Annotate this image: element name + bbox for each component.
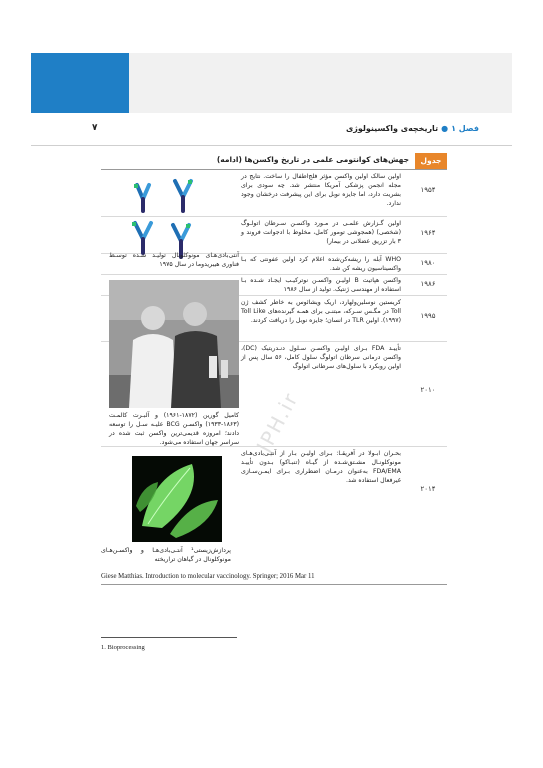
bullet-icon: ● [441, 124, 449, 133]
antibodies-caption: آنتی‌بادی‌هـای مونوکلونال تولیـد شـده توسـط فناوری هیبریدوما در سال ۱۹۷۵ [109, 252, 239, 268]
row-description: بحـران ابـولا در آفریقـا: بـرای اولیـن بـار از آنتـی‌بادی‌هـای مونوکلونـال مشـتق‌شـده از گیـاه (تنبـاکو) بـدون تأییـد FDA/EMA به‌عنوان درمـان اضطراری بـرای ایمـن‌سـازی غیرفعال استفاده شد. [241, 450, 401, 484]
row-year: ۱۹۸۶ [420, 280, 436, 288]
row-year: ۱۹۶۴ [420, 229, 436, 237]
table-label: جدول ۱-۱ [415, 153, 447, 169]
watermark: JPH.ir [251, 387, 304, 457]
header-gray-band [129, 53, 512, 113]
row-year: ۲۰۱۰ [420, 386, 436, 394]
photo-caption: کامیل گورین (۱۸۷۲-۱۹۶۱) و آلبـرت کالمـت (۱۸۶۳-۱۹۳۳) واکسـن BCG علیـه سـل را توسعه دادند؛ امروزه قدیمی‌ترین واکسن ثبت شده در سراسر جهان استفاده می‌شود. [109, 412, 239, 446]
row-description: تأییـد FDA بـرای اولیـن واکسـن سـلول دنـدریتیک (DC)، واکسن درمانی سرطان اتولوگ سلول کامل، ۵۶ سال پس از اولین روبکرد با سلول‌های سرطانی اتولوگ [241, 345, 401, 370]
row-year: ۱۹۸۰ [420, 259, 436, 267]
leaf-caption: پردازش‌زیستی¹ آنتـی‌بادی‌هـا و واکسـن‌هـای مونوکلونال در گیاهان تراریخته [101, 547, 231, 563]
table-bottom-rule [101, 584, 447, 585]
page-number: ۷ [92, 123, 98, 133]
table-title-bar [101, 153, 447, 181]
row-year: ۱۹۹۵ [420, 312, 436, 320]
row-year: ۲۰۱۴ [420, 485, 436, 493]
row-description: اولین سالک اولین واکسن مؤثر فلج‌اطفال را ساخت. نتایج در مجله انجمن پزشکی آمریکا منتشر شد. چه سودی برای بشریت دارد، اما جایزه نوبل برای این پیشرفت درخشان وجود ندارد. [241, 173, 401, 207]
chapter-heading [346, 124, 479, 133]
row-description: واکسن هپاتیت B اولیـن واکسـن نوترکیـب ایجـاد شـده بـا استفاده از مهندسی ژنتیک. تولید از سال ۱۹۸۶ [241, 277, 402, 293]
table-title: جهش‌های کوانتومی علمی در تاریخ واکسن‌ها (ادامه) [216, 155, 409, 164]
footnote: 1. Bioprocessing [101, 644, 145, 651]
guerin-calmette-photo [109, 280, 239, 408]
transgenic-plant-image [132, 456, 222, 542]
table-source: Giese Matthias. Introduction to molecular vaccinology. Springer; 2016 Mar 11 [101, 573, 315, 580]
row-year: ۱۹۵۴ [420, 186, 436, 194]
history-table [101, 153, 447, 585]
row-description: WHO آبله را ریشه‌کن‌شده اعلام کرد اولین عفونتی که بـا واکسیناسیون ریشه کن شد. [241, 256, 401, 272]
row-description: اولین گـزارش علمـی در مـورد واکسـن سـرطان اتولـوگ (شخصی) (همجوشی تومور کامل، مخلوط با ادجوانت فروند و ۳ بار تزریق عضلانی در بیمار) [241, 220, 401, 245]
header-color-block [31, 53, 129, 113]
chapter-label: فصل ۱ [451, 124, 479, 133]
chapter-title: تاریخچه‌ی واکسینولوژی [345, 124, 439, 133]
row-description: کریستین نوسلین‌ولهارد، اریک ویشائوس به خاطر کشف ژن Toll در مگـس سـرکه، مبتنـی برای همـه گیرنده‌های Toll Like (۱۹۹۷). اولین TLR در انسان؛ جایزه نوبل را دریافت کردند. [241, 299, 401, 324]
footnote-rule [101, 637, 237, 638]
